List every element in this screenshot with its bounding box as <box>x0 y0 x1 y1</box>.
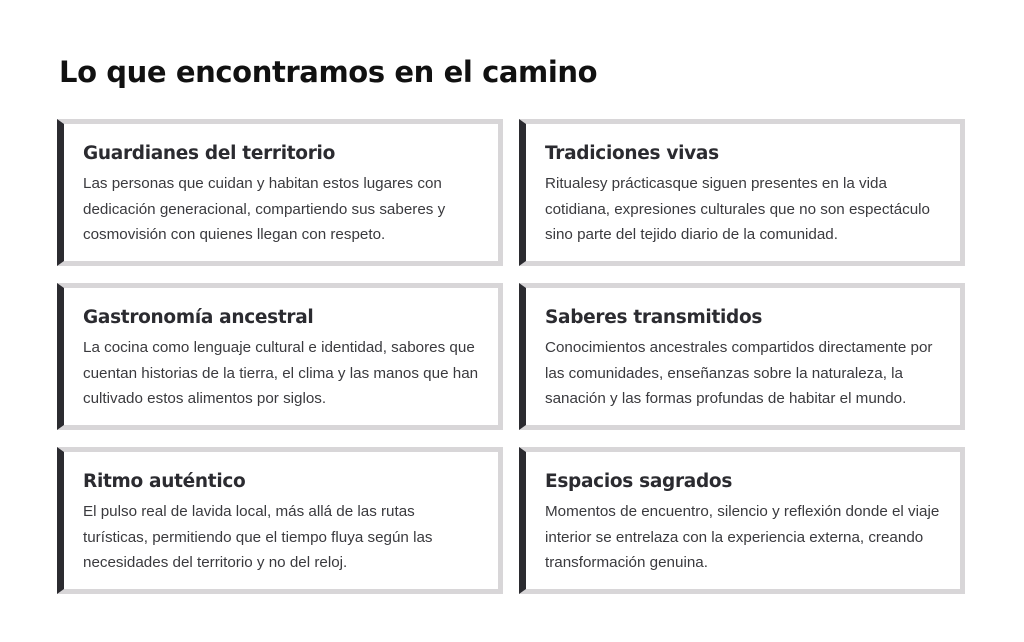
card-description: Las personas que cuidan y habitan estos lugares con dedicación generacional, compartiendo sus saberes y cosmovisión con quienes llegan con respeto. <box>83 175 446 243</box>
card-title: Tradiciones vivas <box>545 143 719 164</box>
card-description: Conocimientos ancestrales compartidos directamente por las comunidades, enseñanzas sobre la naturaleza, la sanación y las formas profundas de habitar el mundo. <box>545 339 933 407</box>
card-title: Espacios sagrados <box>545 471 733 492</box>
card-title: Guardianes del territorio <box>83 143 335 164</box>
card-title: Saberes transmitidos <box>545 307 763 328</box>
card-description: La cocina como lenguaje cultural e identidad, sabores que cuentan historias de la tierra, el clima y las manos que han cultivado estos alimentos por siglos. <box>83 339 479 407</box>
card-tradiciones <box>519 119 965 266</box>
card-description: Momentos de encuentro, silencio y reflexión donde el viaje interior se entrelaza con la experiencia externa, creando transformación genuina. <box>545 503 940 571</box>
card-title: Ritmo auténtico <box>83 471 246 492</box>
card-description: Ritualesy prácticasque siguen presentes en la vida cotidiana, expresiones culturales que no son espectáculo sino parte del tejido diario de la comunidad. <box>545 175 930 243</box>
card-title: Gastronomía ancestral <box>83 307 314 328</box>
section-title: Lo que encontramos en el camino <box>59 55 598 89</box>
card-guardianes <box>57 119 503 266</box>
card-saberes <box>519 283 965 430</box>
card-espacios <box>519 447 965 594</box>
card-ritmo <box>57 447 503 594</box>
card-gastronomia <box>57 283 503 430</box>
card-description: El pulso real de lavida local, más allá de las rutas turísticas, permitiendo que el tiempo fluya según las necesidades del territorio y no del reloj. <box>83 503 433 571</box>
